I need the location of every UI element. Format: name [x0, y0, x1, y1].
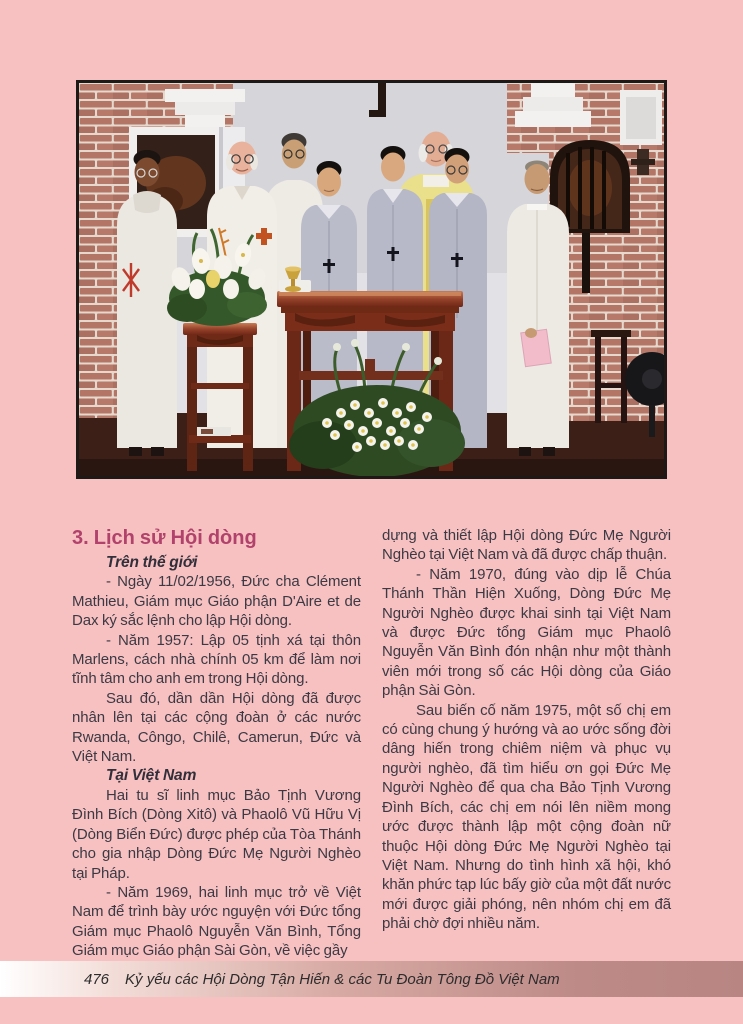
paragraph: Sau đó, dần dần Hội dòng đã được nhân lên tại các cộng đoàn ở các nước Rwanda, Côngo, Chilê, Camerun, Đức và Việt Nam.	[72, 689, 361, 766]
paragraph: Hai tu sĩ linh mục Bảo Tịnh Vương Đình Bích (Dòng Xitô) và Phaolô Vũ Hữu Vị (Dòng Biển Đức) được phép của Tòa Thánh cho gia nhập Dòng Đức Mẹ Người Nghèo tại Pháp.	[72, 786, 361, 882]
footer-title: Kỷ yếu các Hội Dòng Tận Hiến & các Tu Đoàn Tông Đồ Việt Nam	[125, 970, 560, 988]
column-left	[72, 526, 361, 961]
article-body	[72, 526, 672, 961]
paragraph: Sau biến cố năm 1975, một số chị em có cùng chung ý hướng và ao ước sống đời dâng hiến trong chiêm niệm và phục vụ người nghèo, đã tìm hiểu ơn gọi Đức Mẹ Người Nghèo để qua cha Bảo Tịnh Vương Đình Bích, các chị em nói lên niềm mong ước được thành lập một cộng đoàn nữ thuộc Hội dòng Đức Mẹ Người Nghèo tại Việt Nam. Nhưng do tình hình xã hội, khó khăn phức tạp lúc bấy giờ của một đất nước mới được giải phóng, nên nhóm chị em đã phải chờ đợi nhiều năm.	[382, 701, 671, 933]
subhead-vietnam: Tại Việt Nam	[106, 767, 197, 785]
subhead-world: Trên thế giới	[106, 554, 198, 571]
page-number: 476	[84, 970, 110, 988]
paragraph: - Ngày 11/02/1956, Đức cha Clément Mathieu, Giám mục Giáo phận D'Aire et de Dax ký sắc lệnh cho lập Hội dòng.	[72, 573, 361, 630]
page-footer	[0, 961, 743, 997]
paragraph: - Năm 1957: Lập 05 tịnh xá tại thôn Marlens, cách nhà chính 05 km để làm nơi tĩnh tâm cho anh em trong Hội dòng.	[72, 631, 361, 688]
section-heading: 3. Lịch sử Hội dòng	[72, 527, 257, 549]
group-photo	[76, 80, 667, 479]
paragraph: - Năm 1970, đúng vào dịp lễ Chúa Thánh Thần Hiện Xuống, Dòng Đức Mẹ Người Nghèo được khai sinh tại Việt Nam và được Đức tổng Giám mục Phaolô Nguyễn Văn Bình đón nhận như một thành viên mới trong số các Hội dòng của Giáo phận Sài Gòn.	[382, 565, 671, 700]
paragraph: - Năm 1969, hai linh mục trở về Việt Nam để trình bày ước nguyện với Đức tổng Giám mục Phaolô Nguyễn Văn Bình, Tổng Giám mục Giáo phận Sài Gòn, về việc gầy	[72, 883, 361, 960]
column-right	[382, 526, 671, 961]
paragraph: dựng và thiết lập Hội dòng Đức Mẹ Người Nghèo tại Việt Nam và đã được chấp thuận.	[382, 527, 671, 564]
